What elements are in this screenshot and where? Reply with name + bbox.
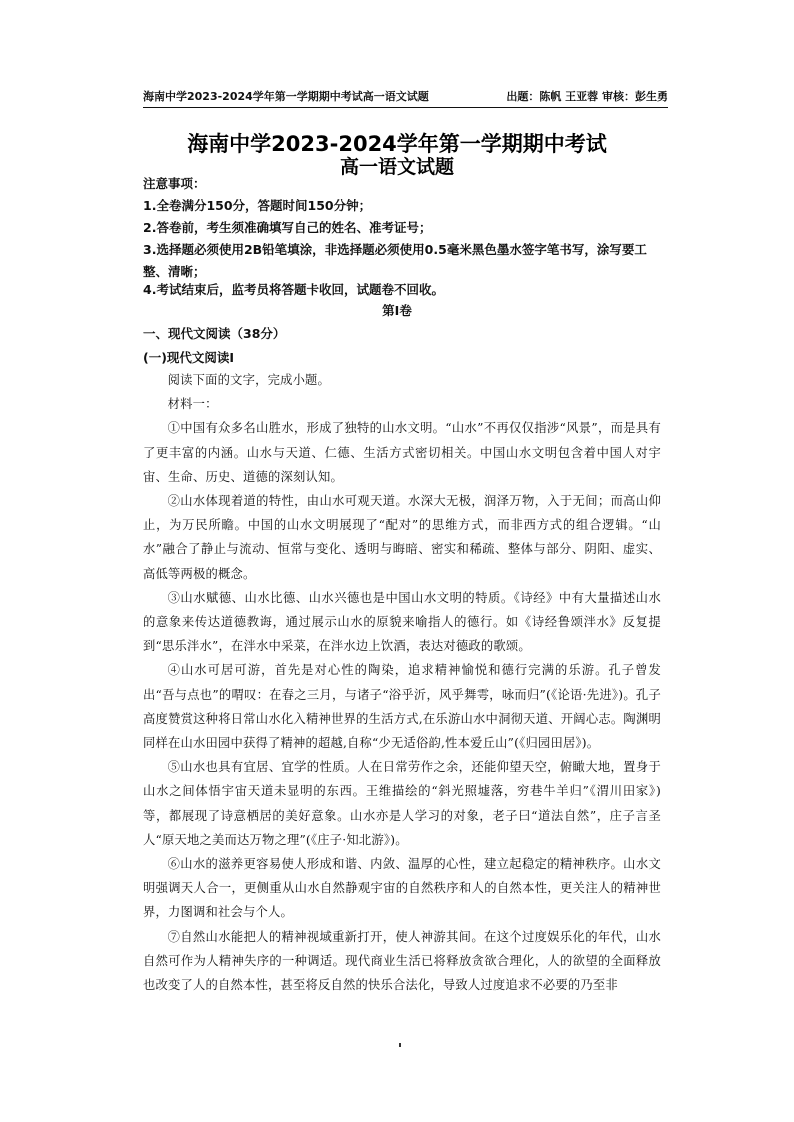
reading-passage: [143, 368, 661, 997]
paragraph-5: ⑤山水也具有宜居、宜学的性质。人在日常劳作之余，还能仰望天空，俯瞰大地，置身于山水之间体悟宇宙天道未显明的东西。王维描绘的“斜光照墟落，穷巷牛羊归”《渭川田家》)等，都展现了诗意栖居的美好意象。山水亦是人学习的对象，老子曰“道法自然”，庄子言圣人“原天地之美而达万物之理”(《庄子·知北游》)。: [143, 760, 661, 847]
instruction-text: 阅读下面的文字，完成小题。: [167, 373, 331, 387]
paragraph-7: ⑦自然山水能把人的精神视域重新打开，使人神游其间。在这个过度娱乐化的年代，山水自然可作为人精神失序的一种调适。现代商业生活已将释放贪欲合理化，人的欲望的全面释放也改变了人的自然本性，甚至将反自然的快乐合法化，导致人过度追求不必要的乃至非: [143, 929, 661, 993]
material-label: 材料一：: [167, 397, 218, 412]
paragraph-3: ③山水赋德、山水比德、山水兴德也是中国山水文明的特质。《诗经》中有大量描述山水的意象来传达道德教诲，通过展示山水的原貌来喻指人的德行。如《诗经鲁颂泮水》反复提到“思乐泮水”，在泮水中采菜，在泮水边上饮酒，表达对德政的歌颂。: [143, 590, 661, 654]
volume-label: 第Ⅰ卷: [382, 303, 412, 318]
notice-item-1: 1.全卷满分150分，答题时间150分钟；: [143, 198, 372, 213]
header-authors: 出题：陈帆 王亚蓉 审核：彭生勇: [506, 90, 668, 103]
paragraph-1: ①中国有众多名山胜水，形成了独特的山水文明。“山水”不再仅仅指涉“风景”，而是具有了更丰富的内涵。山水与天道、仁德、生活方式密切相关。中国山水文明包含着中国人对宇宙、生命、历史、道德的深刻认知。: [143, 421, 661, 484]
paragraph-2: ②山水体现着道的特性，由山水可观天道。水深大无极，润泽万物，入于无间；而高山仰止，为万民所瞻。中国的山水文明展现了“配对”的思维方式，而非西方式的组合逻辑。“山水”融合了静止与流动、恒常与变化、透明与晦暗、密实和稀疏、整体与部分、阴阳、虚实、高低等两极的概念。: [143, 494, 661, 581]
page-mark: [399, 1043, 401, 1047]
exam-title: 海南中学2023-2024学年第一学期期中考试: [187, 132, 607, 156]
notice-item-4: 4.考试结束后，监考员将答题卡收回，试题卷不回收。: [143, 282, 444, 297]
subsection-heading: (一)现代文阅读Ⅰ: [143, 350, 235, 365]
running-header: [143, 88, 668, 108]
paragraph-4: ④山水可居可游，首先是对心性的陶染，追求精神愉悦和德行完满的乐游。孔子曾发出“吾与点也”的喟叹：在春之三月，与诸子“浴乎沂，风乎舞雩，咏而归”(《论语·先进》)。孔子高度赞赏这种将日常山水化入精神世界的生活方式,在乐游山水中洞彻天道、开阔心志。陶渊明同样在山水田园中获得了精神的超越,自称“少无适俗韵,性本爱丘山”(《归园田居》)。: [143, 663, 661, 751]
notice-heading: 注意事项：: [143, 176, 206, 191]
notice-item-3: 3.选择题必须使用2B铅笔填涂，非选择题必须使用0.5毫米黑色墨水签字笔书写，涂写要工整、清晰；: [143, 242, 647, 279]
section-heading: 一、现代文阅读（38分）: [143, 326, 286, 341]
header-exam-name: 海南中学2023-2024学年第一学期期中考试高一语文试题: [143, 90, 429, 103]
exam-subtitle: 高一语文试题: [339, 156, 454, 178]
paragraph-6: ⑥山水的滋养更容易使人形成和谐、内敛、温厚的心性，建立起稳定的精神秩序。山水文明强调天人合一，更侧重从山水自然静观宇宙的自然秩序和人的自然本性，更关注人的精神世界，力图调和社会与个人。: [143, 857, 661, 920]
notice-item-2: 2.答卷前，考生须准确填写自己的姓名、准考证号；: [143, 220, 432, 235]
